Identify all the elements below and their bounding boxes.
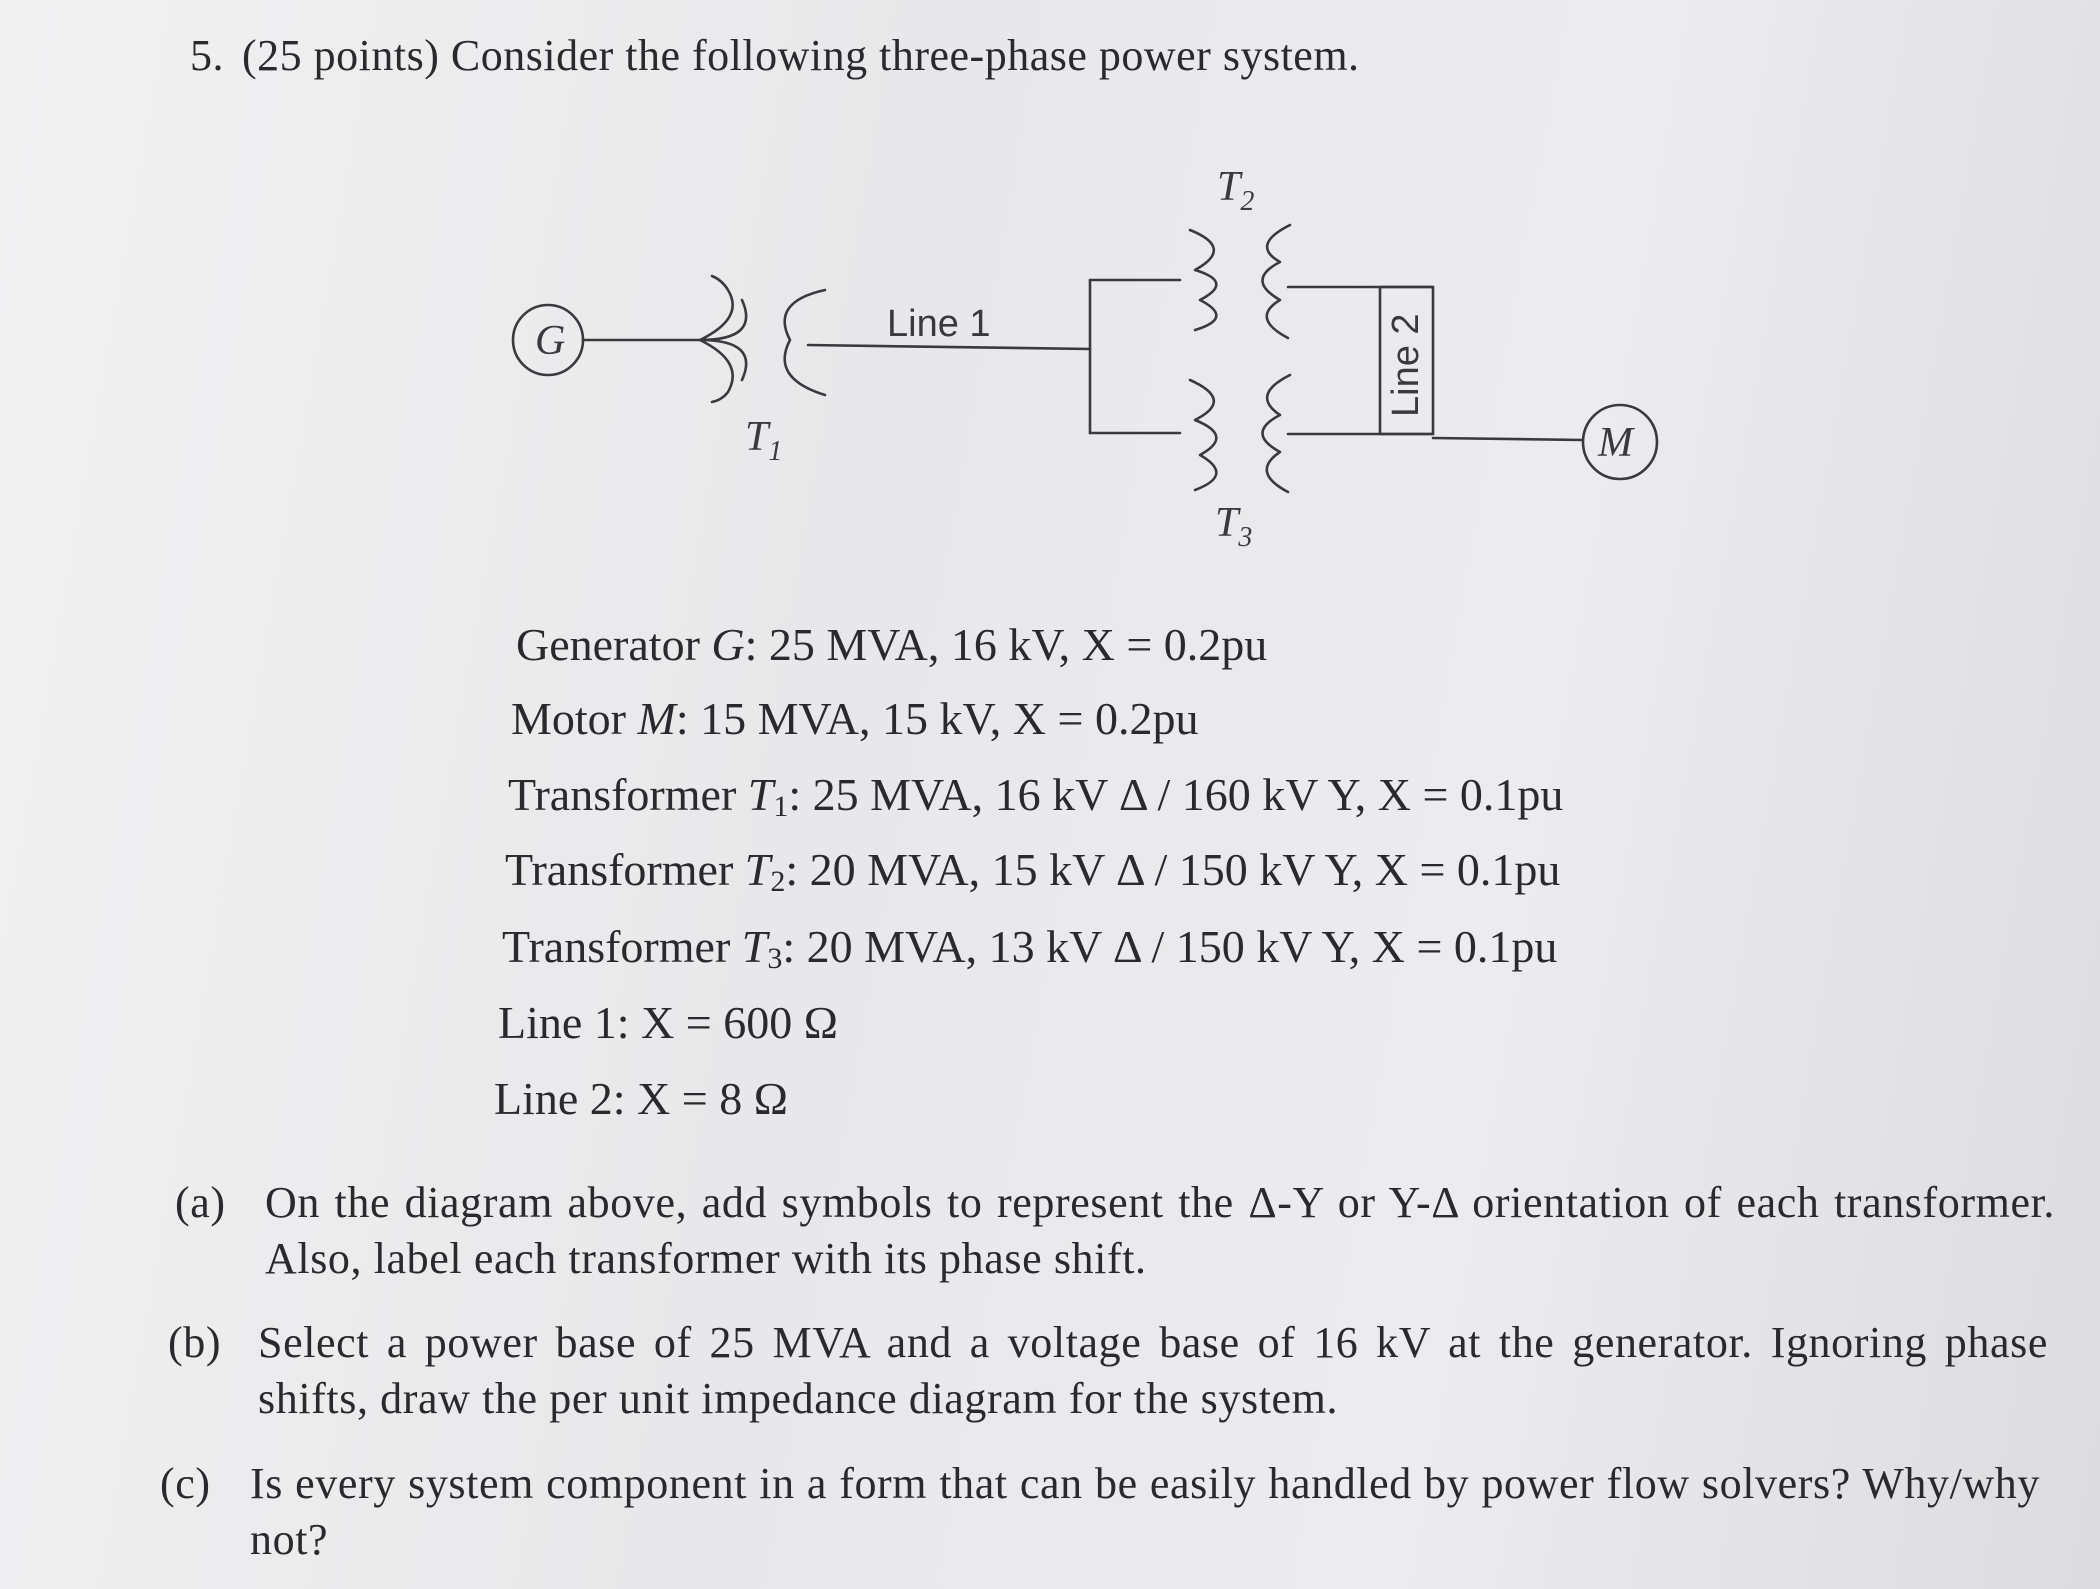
spec-motor: Motor M: 15 MVA, 15 kV, X = 0.2pu bbox=[511, 693, 1199, 744]
line1-label: Line 1 bbox=[887, 303, 991, 345]
t1-secondary-winding bbox=[785, 290, 825, 395]
part-b-tag: (b) bbox=[168, 1318, 222, 1367]
spec-transformer-t3: Transformer $T_3$: 20 MVA, 13 kV Δ / 150 kV Y, X = 0.1pu bbox=[502, 921, 1558, 975]
t3-primary-winding bbox=[1190, 380, 1216, 490]
part-c-tag: (c) bbox=[160, 1459, 211, 1508]
spec-line2: Line 2: X = 8 Ω bbox=[494, 1073, 788, 1124]
part-a bbox=[175, 1175, 2055, 1287]
t2-label: $T_2$ bbox=[1217, 164, 1255, 217]
t1-primary-winding bbox=[700, 276, 746, 402]
generator-label: G bbox=[535, 318, 566, 364]
part-a-text: On the diagram above, add symbols to represent the Δ-Y or Y-Δ orientation of each transformer. Also, label each transformer with its phase shift. bbox=[265, 1178, 2055, 1283]
t2-primary-winding bbox=[1190, 230, 1216, 330]
motor-label: M bbox=[1598, 420, 1633, 466]
line2-label: Line 2 bbox=[1385, 313, 1427, 417]
spec-transformer-t2: Transformer $T_2$: 20 MVA, 15 kV Δ / 150 kV Y, X = 0.1pu bbox=[505, 844, 1561, 898]
spec-transformer-t1: Transformer $T_1$: 25 MVA, 16 kV Δ / 160 kV Y, X = 0.1pu bbox=[508, 769, 1564, 823]
part-c bbox=[160, 1456, 2040, 1568]
part-c-text: Is every system component in a form that can be easily handled by power flow solvers? Why/why not? bbox=[250, 1459, 2040, 1564]
part-a-tag: (a) bbox=[175, 1178, 226, 1227]
line1-wire bbox=[808, 345, 1090, 349]
question-title: (25 points) Consider the following three-phase power system. bbox=[242, 31, 1360, 80]
t1-label: $T_1$ bbox=[745, 414, 783, 467]
part-b bbox=[168, 1315, 2048, 1427]
t3-secondary-winding bbox=[1263, 375, 1291, 492]
part-b-text: Select a power base of 25 MVA and a voltage base of 16 kV at the generator. Ignoring phase shifts, draw the per unit impedance diagram for the system. bbox=[258, 1318, 2048, 1423]
motor-feeder-wire bbox=[1433, 438, 1583, 440]
t2-secondary-winding bbox=[1263, 225, 1291, 338]
spec-line1: Line 1: X = 600 Ω bbox=[498, 997, 838, 1048]
question-number: 5. bbox=[190, 31, 224, 80]
t3-label: $T_3$ bbox=[1215, 500, 1253, 553]
spec-generator: Generator G: 25 MVA, 16 kV, X = 0.2pu bbox=[516, 619, 1268, 670]
